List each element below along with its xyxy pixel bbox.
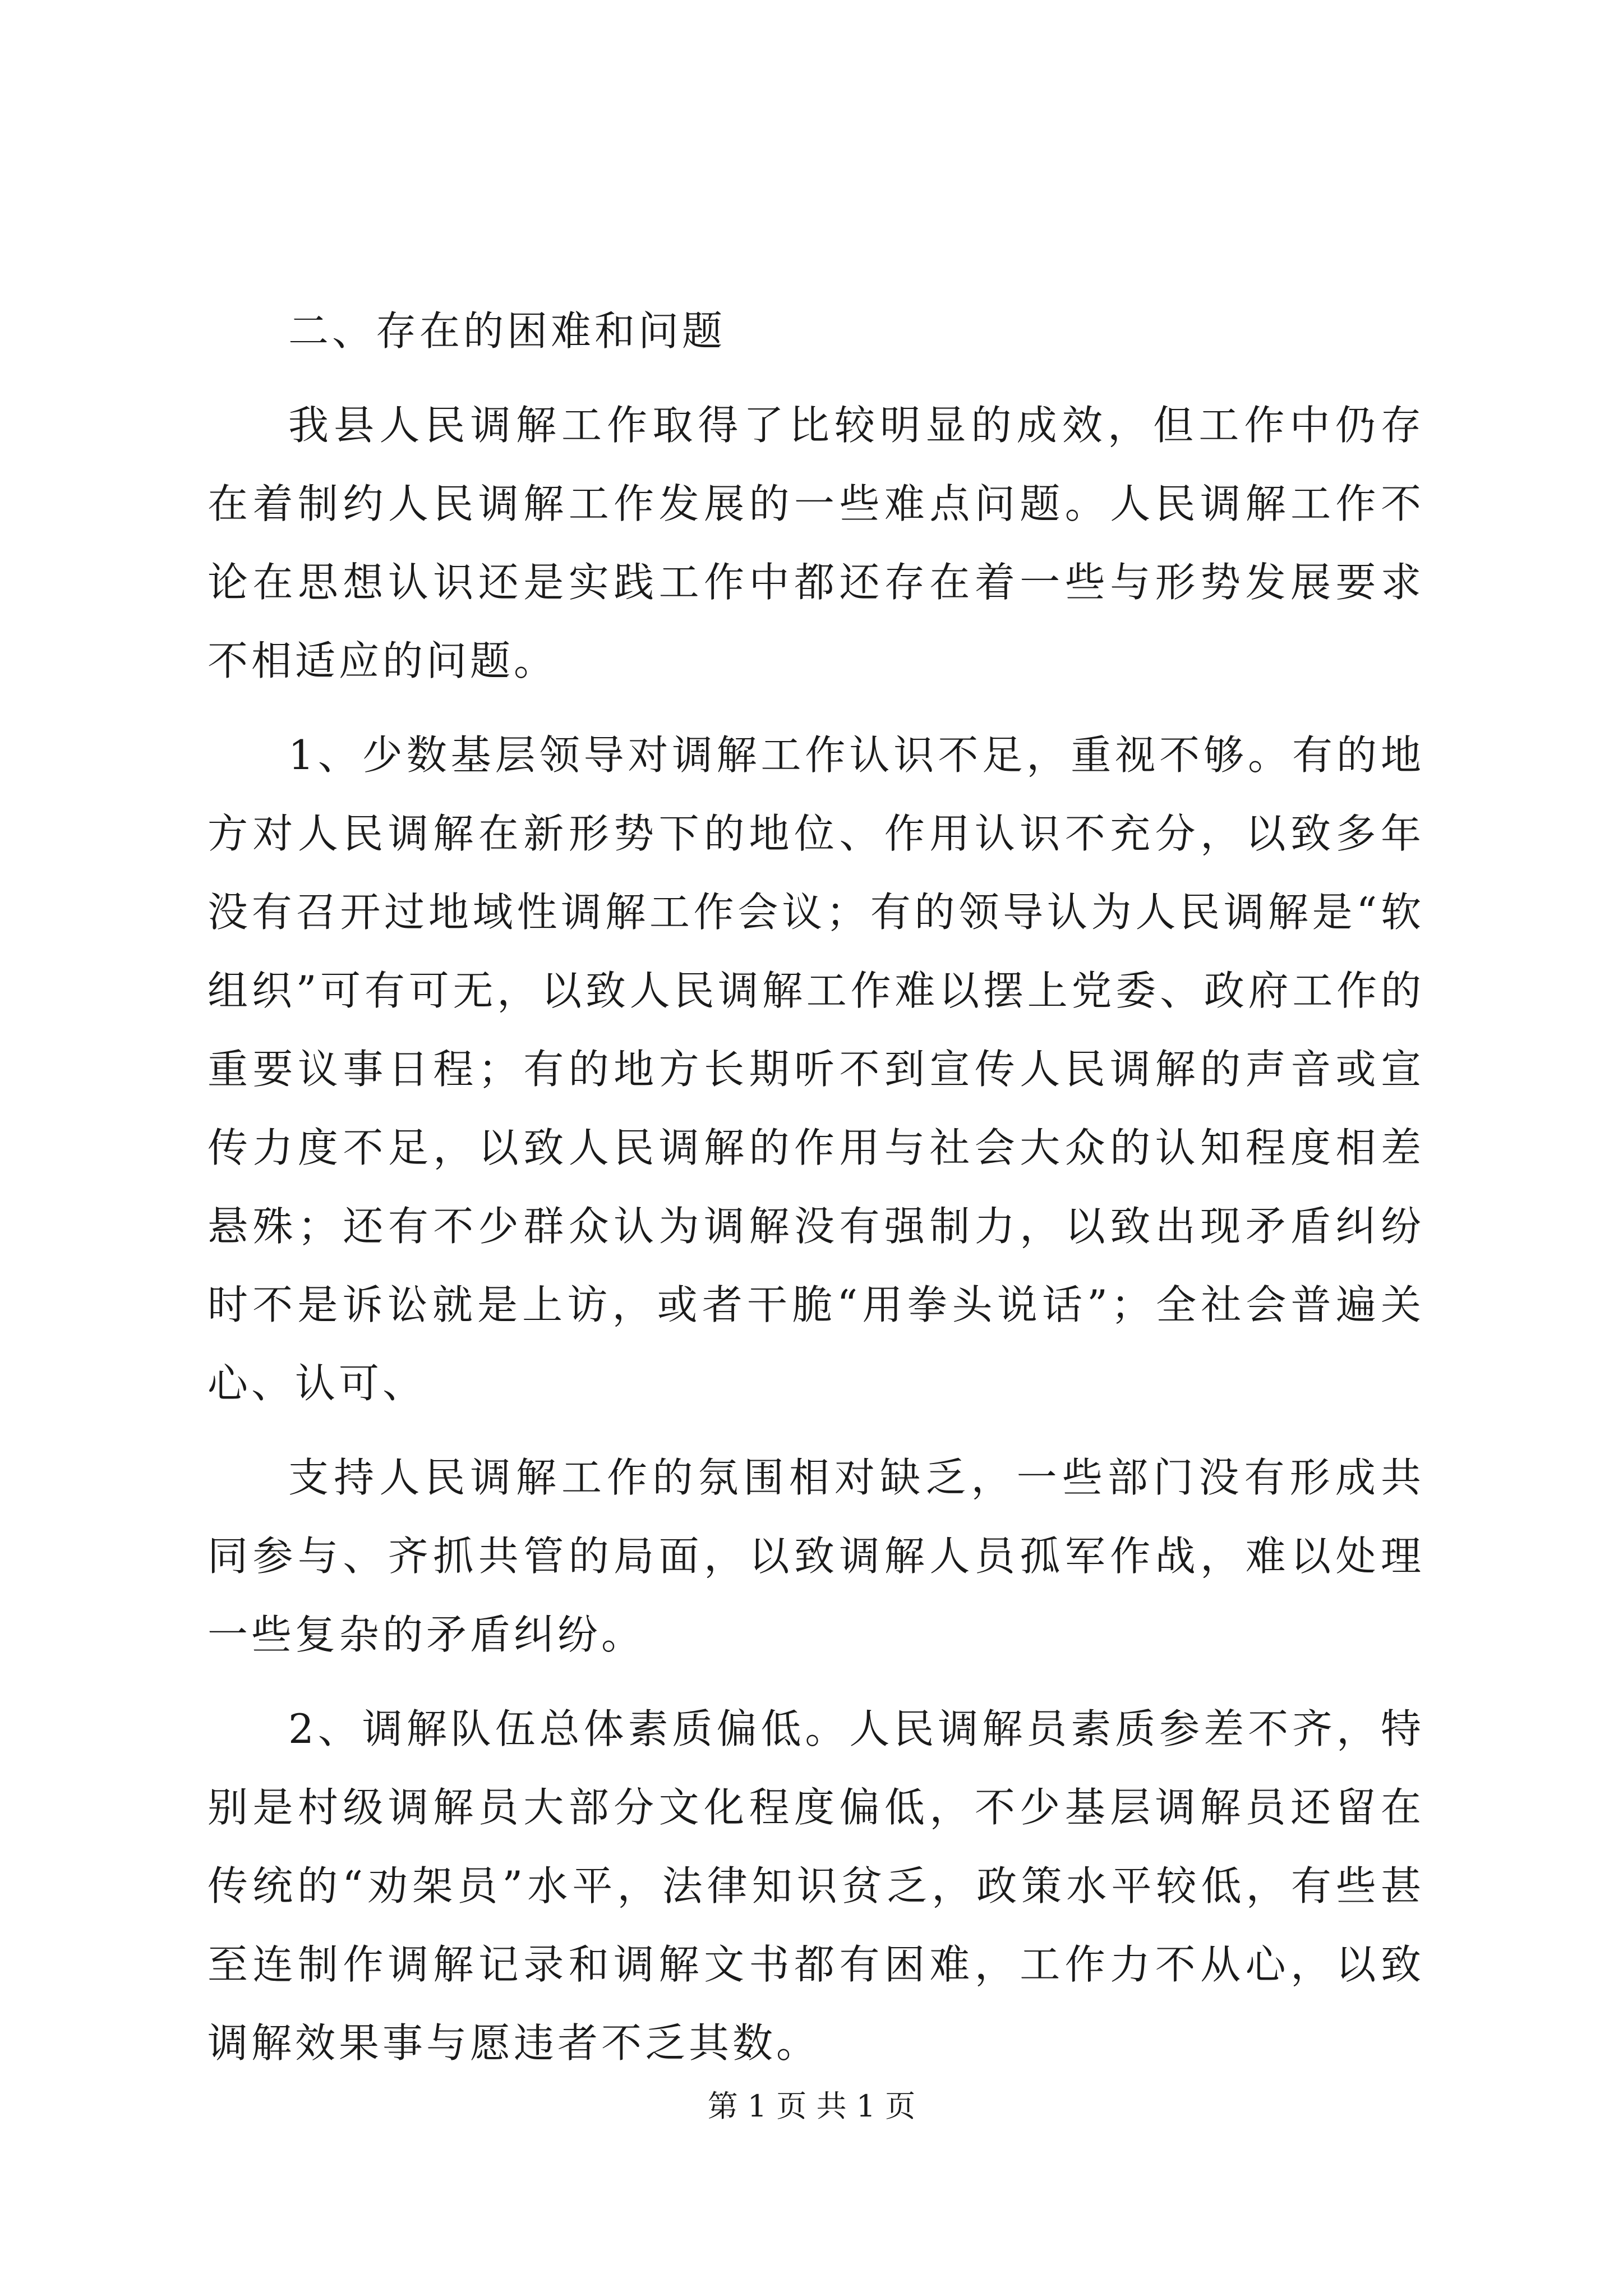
paragraph-point-1-continued: 支持人民调解工作的氛围相对缺乏，一些部门没有形成共同参与、齐抓共管的局面，以致调解人员孤军作战，难以处理一些复杂的矛盾纠纷。 <box>208 1454 1424 1658</box>
section-heading: 二、存在的困难和问题 <box>288 307 726 355</box>
paragraph-point-2: 2、调解队伍总体素质偏低。人民调解员素质参差不齐，特别是村级调解员大部分文化程度偏低，不少基层调解员还留在传统的“劝架员”水平，法律知识贫乏，政策水平较低，有些甚至连制作调解记录和调解文书都有困难，工作力不从心，以致调解效果事与愿违者不乏其数。 <box>208 1705 1424 2067</box>
document-body <box>208 292 1424 2098</box>
paragraph-point-1: 1、少数基层领导对调解工作认识不足，重视不够。有的地方对人民调解在新形势下的地位、作用认识不充分，以致多年没有召开过地域性调解工作会议；有的领导认为人民调解是“软组织”可有可无，以致人民调解工作难以摆上党委、政府工作的重要议事日程；有的地方长期听不到宣传人民调解的声音或宣传力度不足，以致人民调解的作用与社会大众的认知程度相差悬殊；还有不少群众认为调解没有强制力，以致出现矛盾纠纷时不是诉讼就是上访，或者干脆“用拳头说话”；全社会普遍关心、认可、 <box>208 731 1424 1407</box>
page-footer: 第 1 页 共 1 页 <box>707 2088 916 2124</box>
paragraph-intro: 我县人民调解工作取得了比较明显的成效，但工作中仍存在着制约人民调解工作发展的一些难点问题。人民调解工作不论在思想认识还是实践工作中都还存在着一些与形势发展要求不相适应的问题。 <box>208 402 1424 684</box>
